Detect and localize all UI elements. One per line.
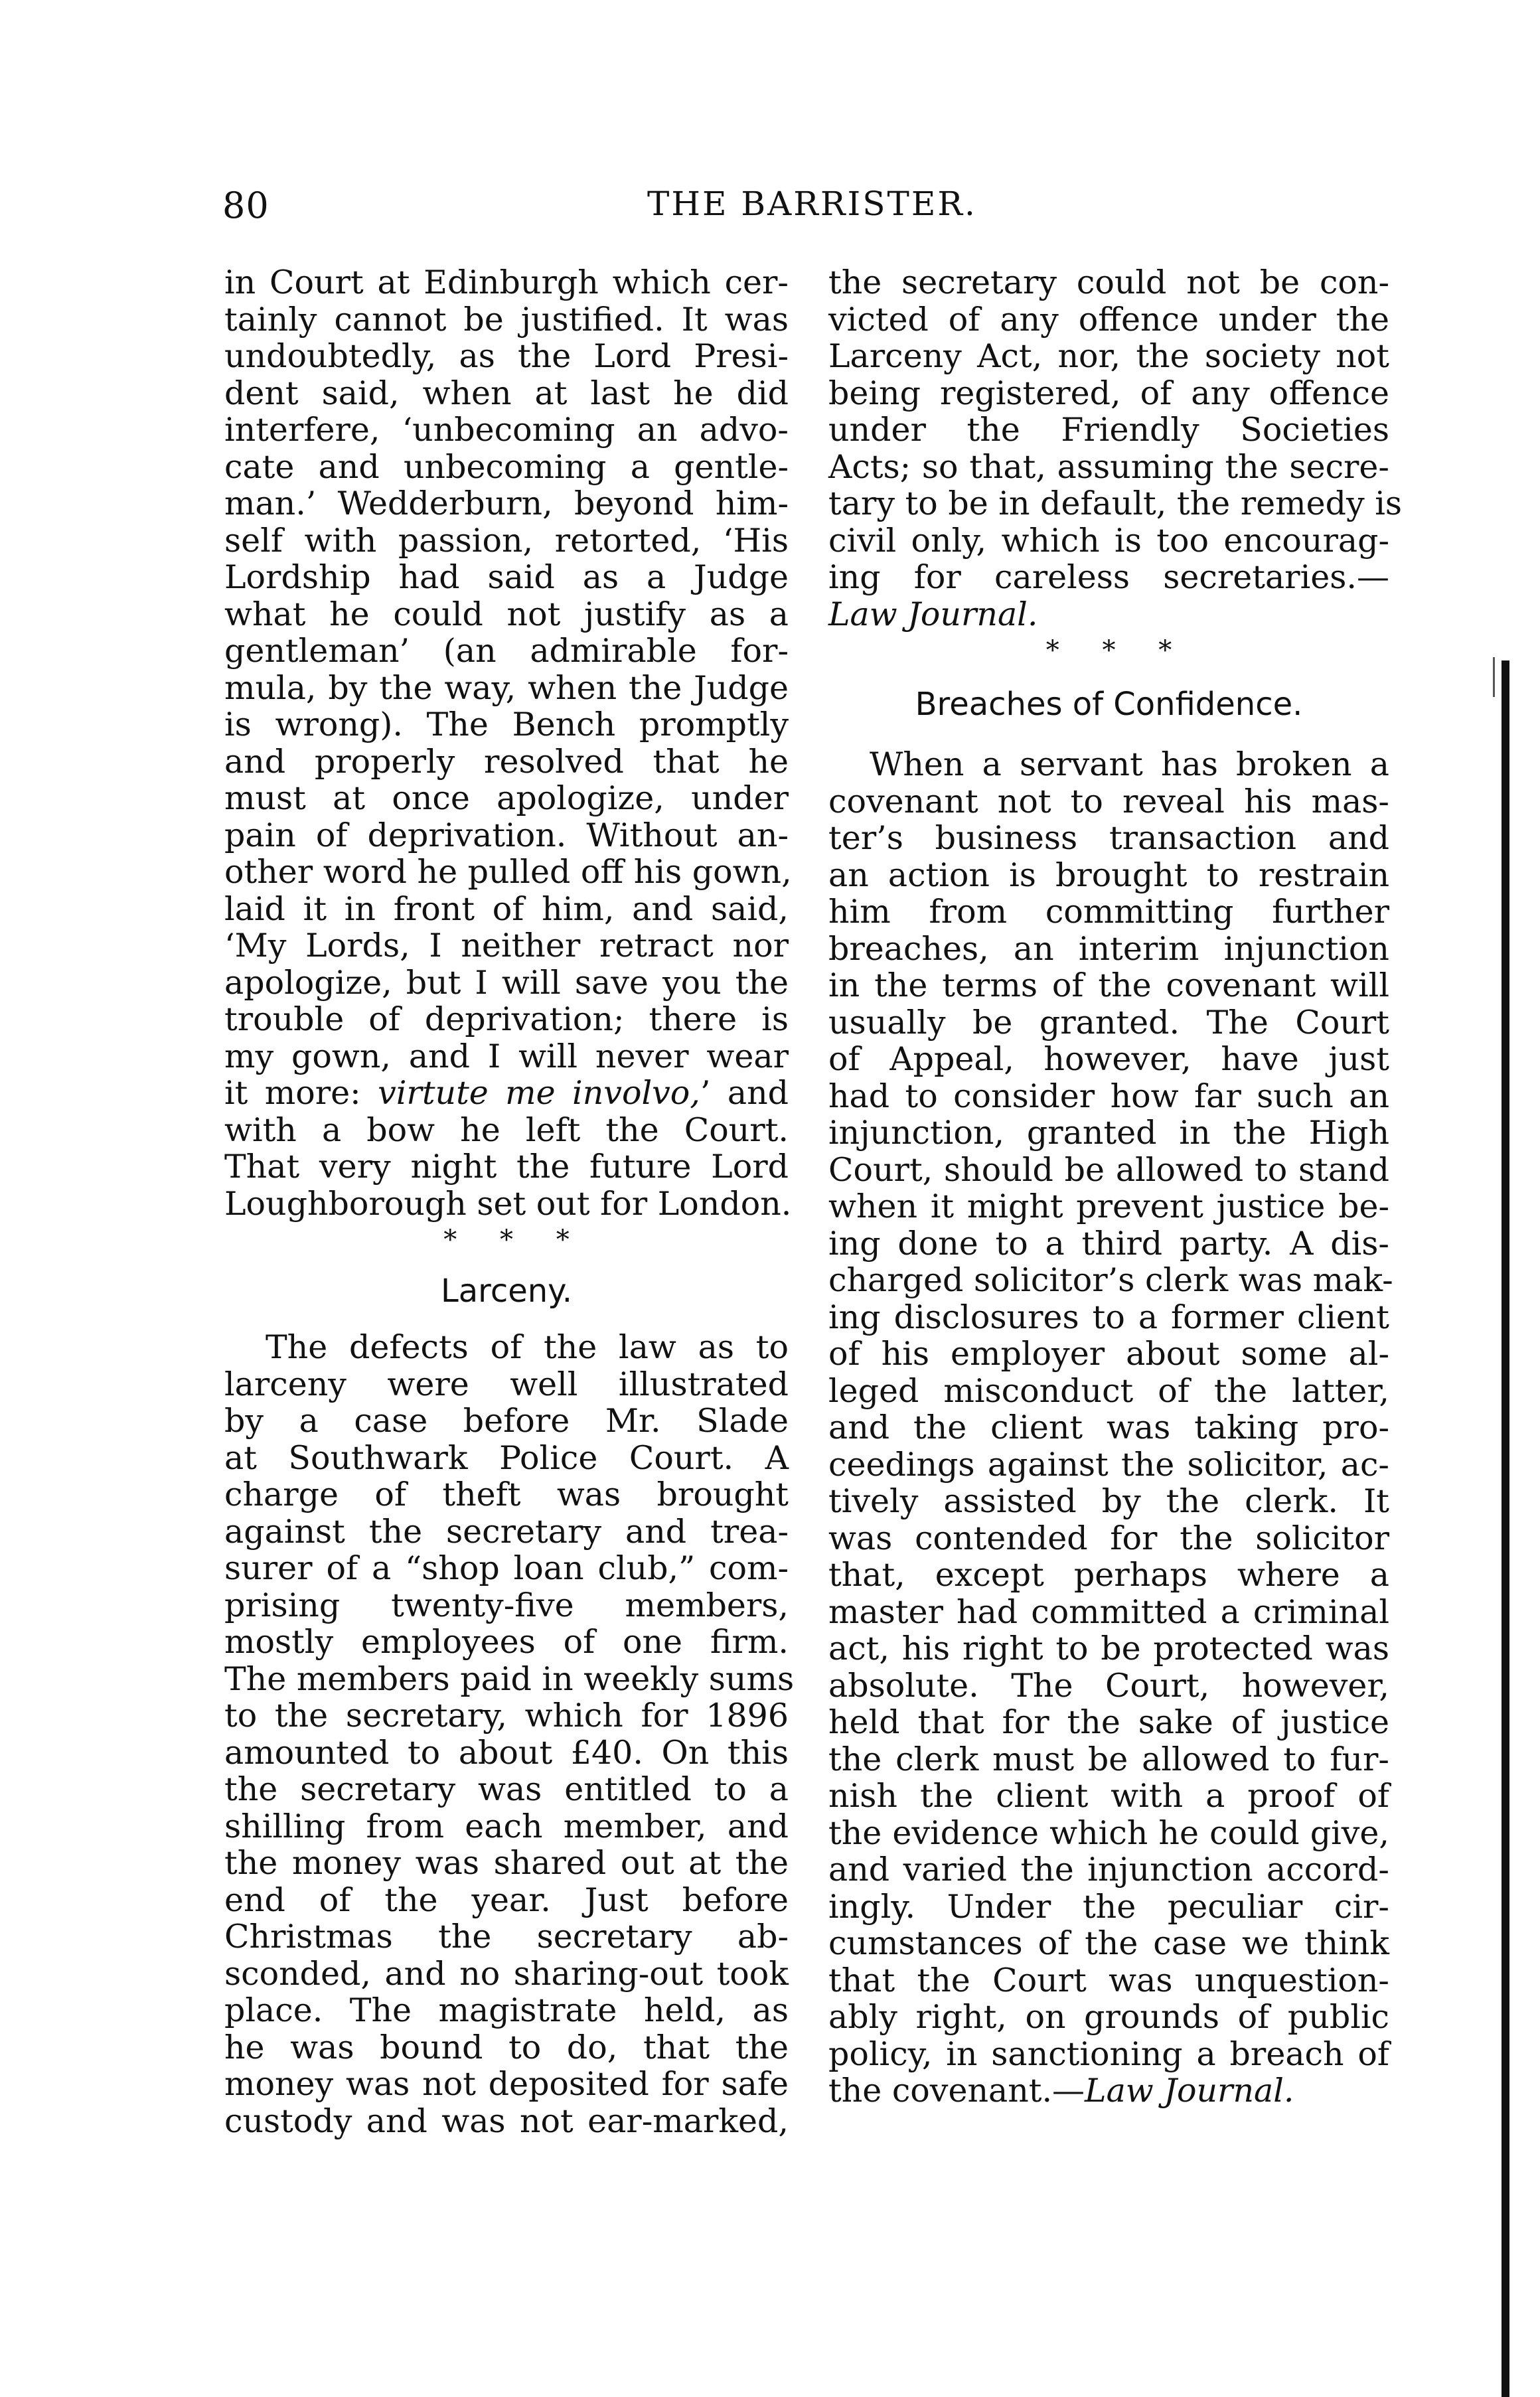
text-line: of his employer about some al- xyxy=(828,1335,1389,1373)
text-line: what he could not justify as a xyxy=(224,595,789,633)
text-line: that, except perhaps where a xyxy=(828,1556,1389,1594)
text-line: laid it in front of him, and said, xyxy=(224,889,789,928)
text-line: must at once apologize, under xyxy=(224,779,789,817)
text-line: when it might prevent justice be- xyxy=(828,1188,1389,1225)
larceny-paragraph-continued xyxy=(828,264,1403,596)
text-line: Loughborough set out for London. xyxy=(224,1184,792,1223)
text-line: with a bow he left the Court. xyxy=(224,1111,789,1149)
text-line: victed of any offence under the xyxy=(828,300,1389,339)
left-column xyxy=(224,264,795,2140)
text-line: the clerk must be allowed to fur- xyxy=(828,1740,1389,1778)
text-line: mostly employees of one firm. xyxy=(224,1623,789,1661)
wedderburn-paragraph-end xyxy=(224,1111,792,1223)
text-line: at Southwark Police Court. A xyxy=(224,1438,789,1477)
text-line: tary to be in default, the remedy is xyxy=(828,485,1403,522)
text-line: by a case before Mr. Slade xyxy=(224,1402,789,1440)
text-line: amounted to about £40. On this xyxy=(224,1733,789,1772)
text-line: of Appeal, however, have just xyxy=(828,1040,1389,1078)
text-line: When a servant has broken a xyxy=(870,745,1389,783)
text-line: leged misconduct of the latter, xyxy=(828,1371,1389,1410)
text-line: mula, by the way, when the Judge xyxy=(224,668,789,707)
text-line: that the Court was unquestion- xyxy=(828,1961,1389,1999)
text-line: absolute. The Court, however, xyxy=(828,1666,1389,1705)
text-line: the secretary could not be con- xyxy=(828,264,1389,301)
text-line: undoubtedly, as the Lord Presi- xyxy=(224,337,789,375)
text-line: master had committed a criminal xyxy=(828,1592,1389,1631)
text-line: my gown, and I will never wear xyxy=(224,1037,789,1075)
text-line: nish the client with a proof of xyxy=(828,1777,1389,1815)
text-line: Lordship had said as a Judge xyxy=(224,558,789,596)
text-line: him from committing further xyxy=(828,893,1389,931)
text-line: ter’s business transaction and xyxy=(828,819,1389,857)
breaches-heading: Breaches of Confidence. xyxy=(915,686,1303,723)
text-line: is wrong). The Bench promptly xyxy=(224,706,789,743)
page-edge-shadow xyxy=(1502,660,1509,2397)
text-line: self with passion, retorted, ‘His xyxy=(224,521,789,560)
text-line: The members paid in weekly sums xyxy=(224,1660,795,1698)
text-line: act, his right to be protected was xyxy=(828,1630,1389,1667)
text-line: ing done to a third party. A dis- xyxy=(828,1224,1389,1263)
text-line: ceedings against the solicitor, ac- xyxy=(828,1445,1389,1484)
text-line: had to consider how far such an xyxy=(828,1077,1389,1115)
text-line: and varied the injunction accord- xyxy=(828,1851,1389,1889)
text-line: Acts; so that, assuming the secre- xyxy=(828,447,1389,486)
page-header xyxy=(222,185,1387,231)
text-line: in the terms of the covenant will xyxy=(828,967,1389,1004)
text-line: it more: virtute me involvo,’ and xyxy=(224,1074,789,1112)
text-line: injunction, granted in the High xyxy=(828,1114,1389,1152)
text-line: dent said, when at last he did xyxy=(224,374,789,412)
text-line: other word he pulled off his gown, xyxy=(224,853,792,891)
text-line: usually be granted. The Court xyxy=(828,1003,1389,1042)
text-line: money was not deposited for safe xyxy=(224,2065,789,2103)
text-line: apologize, but I will save you the xyxy=(224,963,789,1002)
text-line: cate and unbecoming a gentle- xyxy=(224,447,789,486)
page-number: 80 xyxy=(222,185,270,226)
text-line: trouble of deprivation; there is xyxy=(224,1000,789,1038)
text-line: larceny were well illustrated xyxy=(224,1365,789,1403)
section-separator: * * * xyxy=(1045,635,1190,666)
text-line: ingly. Under the peculiar cir- xyxy=(828,1887,1389,1926)
text-line: charged solicitor’s clerk was mak- xyxy=(828,1261,1393,1299)
text-line: cumstances of the case we think xyxy=(828,1924,1389,1962)
text-line: sconded, and no sharing-out took xyxy=(224,1954,789,1993)
text-line: Court, should be allowed to stand xyxy=(828,1150,1389,1189)
text-line: Christmas the secretary ab- xyxy=(224,1918,789,1956)
text-line: an action is brought to restrain xyxy=(828,856,1389,894)
text-line: the money was shared out at the xyxy=(224,1844,789,1882)
larceny-source: Law Journal. xyxy=(828,595,1038,633)
text-line: shilling from each member, and xyxy=(224,1807,789,1845)
text-line: breaches, an interim injunction xyxy=(828,929,1389,968)
text-line: he was bound to do, that the xyxy=(224,2028,789,2066)
text-line: held that for the sake of justice xyxy=(828,1703,1389,1741)
text-line: surer of a “shop loan club,” com- xyxy=(224,1549,789,1587)
text-line: civil only, which is too encourag- xyxy=(828,521,1389,560)
text-line: the secretary was entitled to a xyxy=(224,1770,789,1808)
text-line: interfere, ‘unbecoming an advo- xyxy=(224,411,789,449)
text-line: to the secretary, which for 1896 xyxy=(224,1697,789,1735)
text-line: ing for careless secretaries.— xyxy=(828,558,1389,596)
text-line: gentleman’ (an admirable for- xyxy=(224,632,789,670)
wedderburn-paragraph xyxy=(224,264,792,1075)
breaches-source: the covenant.—Law Journal. xyxy=(828,2072,1294,2110)
larceny-heading: Larceny. xyxy=(441,1273,572,1310)
text-line: The defects of the law as to xyxy=(266,1328,789,1366)
text-line: custody and was not ear-marked, xyxy=(224,2102,789,2140)
text-line: the evidence which he could give, xyxy=(828,1814,1389,1852)
text-line: ably right, on grounds of public xyxy=(828,1998,1389,2036)
running-title: THE BARRISTER. xyxy=(647,185,977,223)
text-line: being registered, of any offence xyxy=(828,374,1389,412)
text-line: ing disclosures to a former client xyxy=(828,1298,1389,1336)
text-line: prising twenty-five members, xyxy=(224,1586,789,1624)
text-line: Larceny Act, nor, the society not xyxy=(828,337,1389,375)
breaches-paragraph xyxy=(828,745,1393,2073)
text-line: That very night the future Lord xyxy=(224,1148,789,1186)
text-line: tainly cannot be justified. It was xyxy=(224,300,789,339)
text-line: policy, in sanctioning a breach of xyxy=(828,2035,1389,2073)
text-line: end of the year. Just before xyxy=(224,1881,789,1919)
text-line: ‘My Lords, I neither retract nor xyxy=(224,927,789,965)
section-separator: * * * xyxy=(443,1225,587,1255)
text-line: and the client was taking pro- xyxy=(828,1409,1389,1446)
page-edge-mark xyxy=(1493,657,1495,697)
text-line: tively assisted by the clerk. It xyxy=(828,1482,1389,1520)
text-line: in Court at Edinburgh which cer- xyxy=(224,264,789,301)
text-line: place. The magistrate held, as xyxy=(224,1991,789,2029)
right-column xyxy=(828,264,1403,2110)
text-line: against the secretary and trea- xyxy=(224,1512,789,1551)
text-line: under the Friendly Societies xyxy=(828,411,1389,449)
text-line: pain of deprivation. Without an- xyxy=(224,816,789,854)
larceny-paragraph xyxy=(224,1328,795,2140)
text-line: was contended for the solicitor xyxy=(828,1519,1389,1557)
text-line: covenant not to reveal his mas- xyxy=(828,782,1389,820)
text-line: man.’ Wedderburn, beyond him- xyxy=(224,485,789,522)
text-line: charge of theft was brought xyxy=(224,1476,789,1513)
text-line: and properly resolved that he xyxy=(224,742,789,781)
